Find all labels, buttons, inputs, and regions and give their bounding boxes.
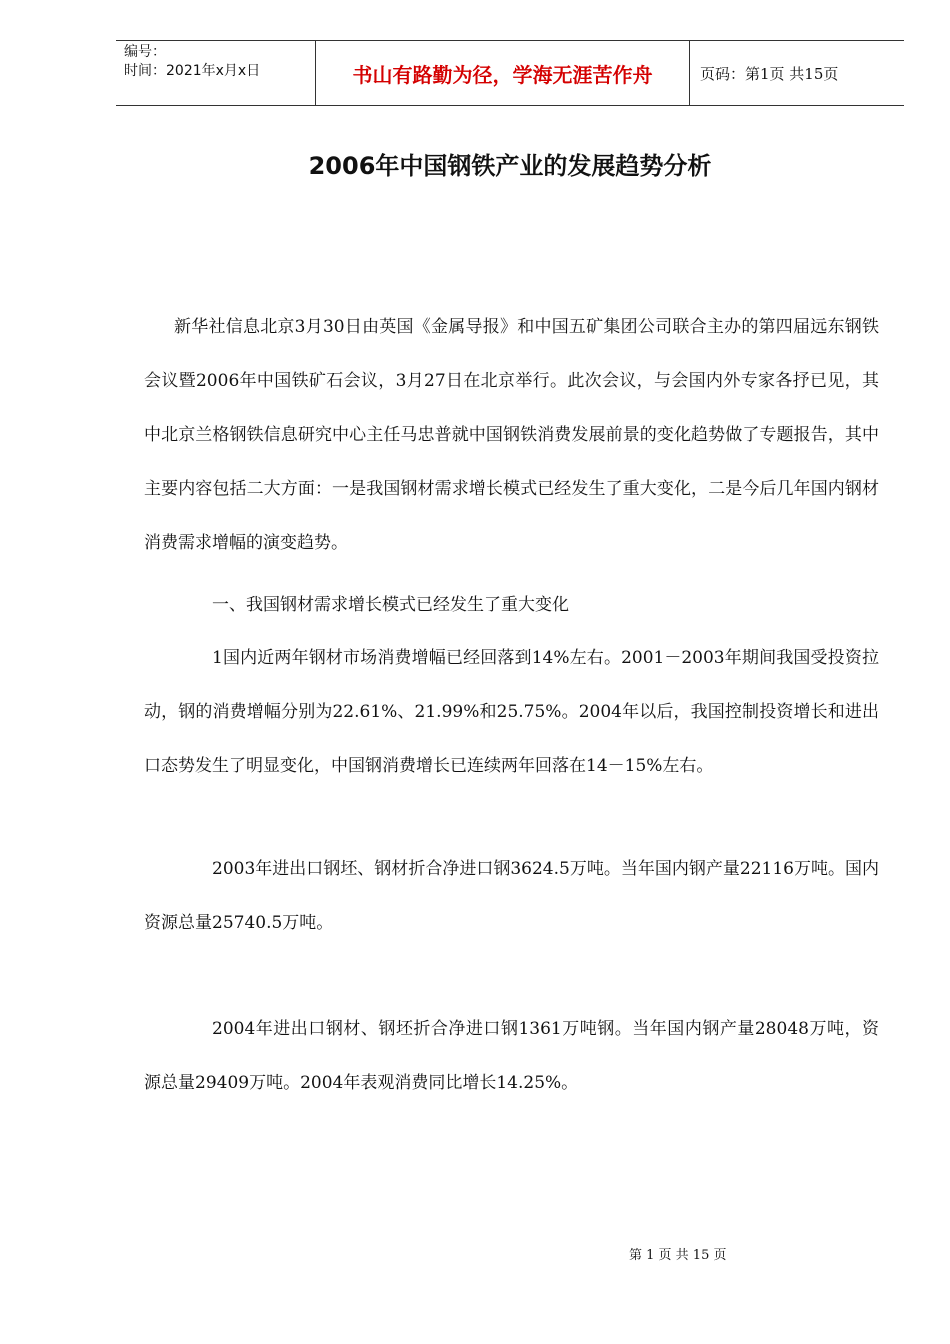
header-meta [116, 41, 316, 105]
paragraph-2004: 2004年进出口钢材、钢坯折合净进口钢1361万吨钢。当年国内钢产量28048万吨，资源总量29409万吨。2004年表观消费同比增长14.25%。 [144, 1019, 879, 1093]
header-page-info: 页码：第1页 共15页 [700, 64, 839, 83]
page-footer: 第 1 页 共 15 页 [629, 1248, 727, 1263]
document-title: 2006年中国钢铁产业的发展趋势分析 [308, 152, 712, 180]
section-heading: 一、我国钢材需求增长模式已经发生了重大变化 [212, 595, 569, 615]
page-header [116, 40, 904, 106]
paragraph-2003: 2003年进出口钢坯、钢材折合净进口钢3624.5万吨。当年国内钢产量22116万吨。国内资源总量25740.5万吨。 [144, 859, 879, 933]
number-label: 编号： [124, 44, 166, 60]
paragraph-growth: 1国内近两年钢材市场消费增幅已经回落到14%左右。2001－2003年期间我国受投资拉动，钢的消费增幅分别为22.61%、21.99%和25.75%。2004年以后，我国控制投资增长和进出口态势发生了明显变化，中国钢消费增长已连续两年回落在14－15%左右。 [144, 648, 879, 776]
time-label: 时间：2021年x月x日 [124, 63, 261, 79]
header-slogan: 书山有路勤为径，学海无涯苦作舟 [316, 41, 690, 105]
paragraph-intro: 新华社信息北京3月30日由英国《金属导报》和中国五矿集团公司联合主办的第四届远东钢铁会议暨2006年中国铁矿石会议，3月27日在北京举行。此次会议，与会国内外专家各抒已见，其中北京兰格钢铁信息研究中心主任马忠普就中国钢铁消费发展前景的变化趋势做了专题报告，其中主要内容包括二大方面：一是我国钢材需求增长模式已经发生了重大变化，二是今后几年国内钢材消费需求增幅的演变趋势。 [144, 317, 879, 553]
